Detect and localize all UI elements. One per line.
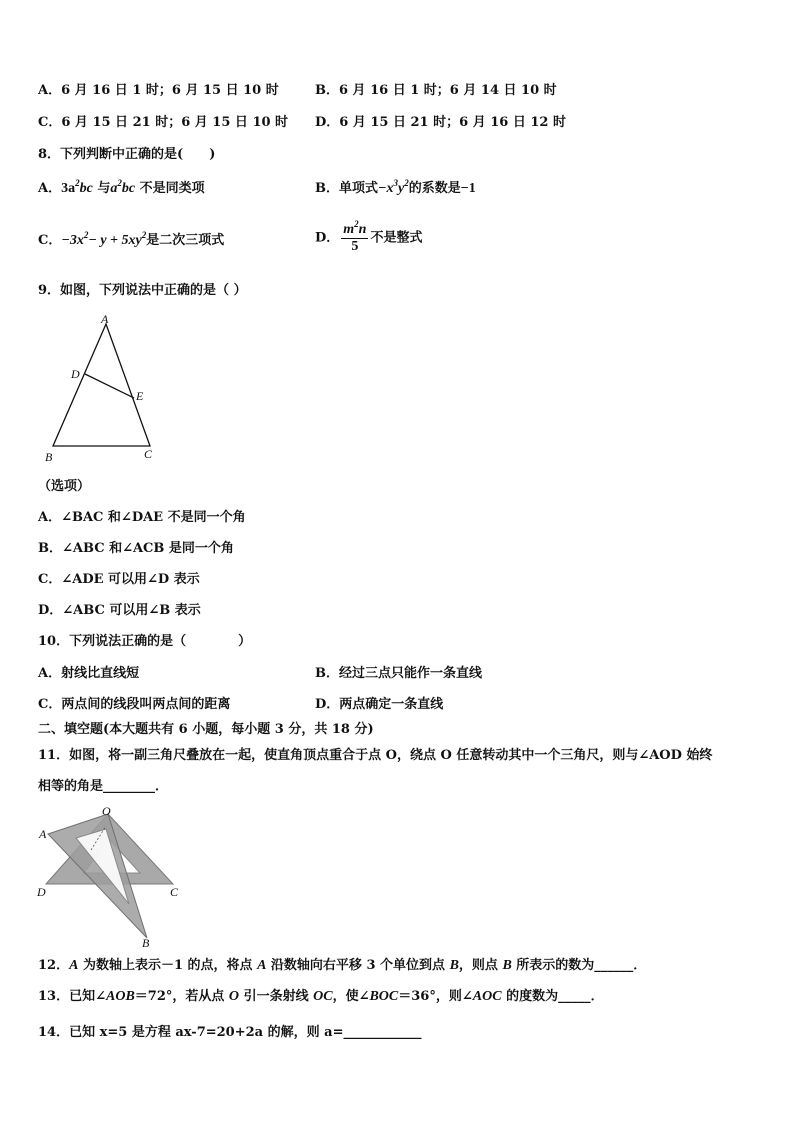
- q9-options-title: （选项）: [38, 479, 91, 494]
- text-part: 已知∠: [69, 989, 106, 1004]
- math-term: [61, 230, 147, 248]
- point-name: A: [69, 958, 79, 973]
- text-part: ，则点: [458, 958, 503, 973]
- q7-option-d: D．6 月 15 日 21 时；6 月 16 日 12 时: [315, 115, 566, 130]
- text-part: ＝72°，若从点: [134, 989, 229, 1004]
- q10-option-c: C．两点间的线段叫两点间的距离: [38, 697, 231, 712]
- q9-option-a: A．∠BAC 和∠DAE 不是同一个角: [38, 510, 246, 525]
- text-part: 与: [97, 181, 111, 196]
- math-part: −1: [460, 181, 476, 196]
- section-title: 二、填空题(本大题共有 6 小题，每小题 3 分，共 18 分): [38, 722, 374, 737]
- math-term: [110, 178, 136, 196]
- ray-name: OC: [313, 989, 333, 1004]
- math-part: n: [358, 222, 367, 237]
- point-name: B: [502, 958, 512, 973]
- fraction-denominator: 5: [351, 239, 359, 254]
- q11-stem-line1: 11．如图，将一副三角尺叠放在一起，使直角顶点重合于点 O，绕点 O 任意转动其中一个三角尺，则与∠AOD 始终: [38, 748, 713, 763]
- q10-option-a: A．射线比直线短: [38, 666, 140, 681]
- text-part: 的系数是: [408, 181, 461, 196]
- label-o: O: [102, 804, 111, 818]
- point-name: B: [449, 958, 459, 973]
- q9-triangle-figure: [40, 310, 170, 465]
- math-part: − y + 5xy: [88, 233, 142, 248]
- q7-option-a: A．6 月 16 日 1 时；6 月 15 日 10 时: [38, 83, 279, 98]
- math-part: bc: [121, 181, 136, 196]
- q8-option-d: [315, 219, 423, 255]
- q10-stem: 10．下列说法正确的是（ ）: [38, 634, 252, 649]
- label-d: D: [71, 367, 80, 381]
- option-label: D．: [315, 230, 340, 246]
- q13-stem: [38, 988, 604, 1006]
- angle-name: AOB: [106, 989, 135, 1004]
- text-part: 不是整式: [370, 230, 423, 246]
- point-name: A: [257, 958, 267, 973]
- exponent: 2: [404, 178, 409, 188]
- question-number: 13．: [38, 989, 70, 1004]
- text-part: 引一条射线: [239, 989, 314, 1004]
- label-a: A: [39, 827, 47, 841]
- option-label: B．单项式: [315, 181, 378, 196]
- question-number: 12．: [38, 958, 70, 973]
- label-e: E: [136, 389, 144, 403]
- q10-option-b: B．经过三点只能作一条直线: [315, 666, 482, 681]
- math-part: y: [397, 181, 405, 196]
- text-part: 所表示的数为______．: [511, 958, 647, 973]
- exponent: 2: [354, 219, 359, 229]
- math-part: 3a: [61, 181, 76, 196]
- math-part: −x: [378, 181, 394, 196]
- q12-stem: [38, 957, 646, 975]
- label-a: A: [101, 312, 109, 326]
- exponent: 2: [141, 230, 147, 240]
- math-part: m: [343, 222, 355, 237]
- fraction-numerator: [341, 219, 368, 239]
- text-part: 为数轴上表示－1 的点，将点: [78, 958, 258, 973]
- math-part: a: [110, 181, 118, 196]
- q10-option-d: D．两点确定一条直线: [315, 697, 444, 712]
- option-label: C．: [38, 233, 62, 248]
- q11-set-squares-figure: [36, 804, 186, 950]
- label-b: B: [142, 936, 150, 950]
- q8-stem: 8．下列判断中正确的是( ): [38, 147, 216, 162]
- label-c: C: [144, 447, 153, 461]
- angle-name: BOC: [369, 989, 399, 1004]
- text-part: ，使∠: [332, 989, 370, 1004]
- math-part: −3x: [61, 233, 84, 248]
- label-c: C: [170, 885, 179, 899]
- exponent: 3: [393, 178, 398, 188]
- q14-stem: 14．已知 x=5 是方程 ax-7=20+2a 的解，则 a=____________: [38, 1025, 422, 1040]
- text-part: 不是同类项: [139, 181, 205, 196]
- q8-option-a: [38, 180, 205, 198]
- exponent: 2: [83, 230, 89, 240]
- segment-de: [85, 374, 134, 398]
- q7-option-c: C．6 月 15 日 21 时；6 月 15 日 10 时: [38, 115, 289, 130]
- math-part: bc: [79, 181, 93, 196]
- triangle-abc: [53, 324, 150, 446]
- q9-option-c: C．∠ADE 可以用∠D 表示: [38, 572, 200, 587]
- label-d: D: [37, 885, 46, 899]
- q7-option-b: B．6 月 16 日 1 时；6 月 14 日 10 时: [315, 83, 557, 98]
- option-label: A．: [38, 181, 62, 196]
- text-part: ＝36°，则∠: [398, 989, 473, 1004]
- exponent: 2: [117, 178, 122, 188]
- q9-option-d: D．∠ABC 可以用∠B 表示: [38, 603, 201, 618]
- point-name: O: [228, 989, 240, 1004]
- fraction: [341, 219, 368, 255]
- label-b: B: [45, 450, 53, 464]
- text-part: 的度数为_____．: [501, 989, 604, 1004]
- math-term: [61, 178, 93, 196]
- q11-stem-line2: 相等的角是________．: [38, 779, 169, 794]
- q8-option-c: [38, 232, 224, 250]
- exponent: 2: [75, 178, 80, 188]
- math-term: [378, 178, 409, 196]
- angle-name: AOC: [472, 989, 502, 1004]
- text-part: 是二次三项式: [146, 233, 225, 248]
- q9-stem: 9．如图，下列说法中正确的是（ ）: [38, 283, 247, 298]
- text-part: 沿数轴向右平移 3 个单位到点: [266, 958, 450, 973]
- q9-option-b: B．∠ABC 和∠ACB 是同一个角: [38, 541, 234, 556]
- q8-option-b: [315, 180, 476, 198]
